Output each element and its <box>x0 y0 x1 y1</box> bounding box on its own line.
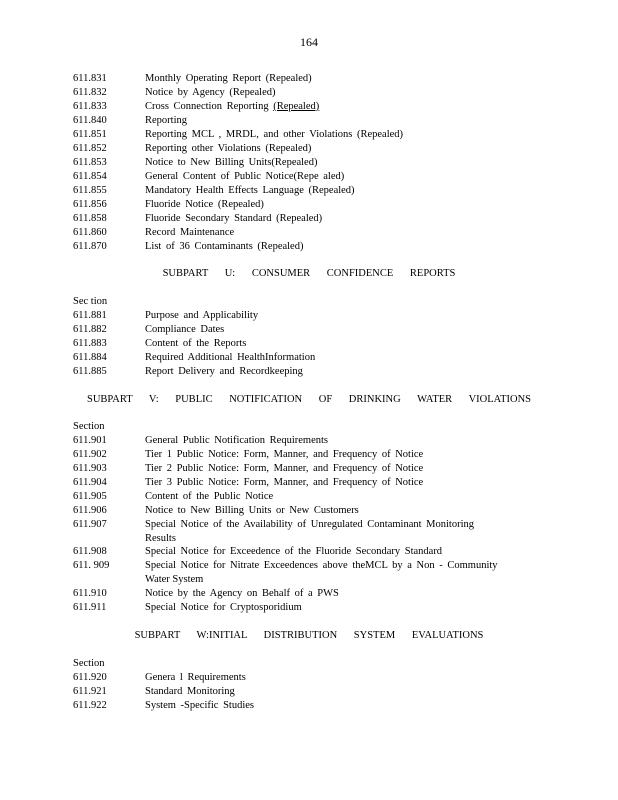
section-title: General Public Notification Requirements <box>145 435 328 446</box>
section-title: Special Notice for Exceedence of the Fluoride Secondary Standard <box>145 546 443 557</box>
section-number: 611.906 <box>73 505 107 516</box>
section-number: 611.852 <box>73 143 107 154</box>
section-label: Section <box>73 421 105 432</box>
subpart-u-heading: SUBPART U: CONSUMER CONFIDENCE REPORTS <box>162 268 456 279</box>
section-title: Genera l Requirements <box>145 672 246 683</box>
section-number: 611.870 <box>73 241 107 252</box>
section-number: 611.908 <box>73 546 107 557</box>
section-title: System -Specific Studies <box>145 700 254 711</box>
section-title: Special Notice for Nitrate Exceedences above theMCL by a Non - Community <box>145 560 498 571</box>
section-number: 611.881 <box>73 310 107 321</box>
section-number: 611.833 <box>73 101 107 112</box>
section-title: Required Additional HealthInformation <box>145 352 316 363</box>
section-number: 611.858 <box>73 213 107 224</box>
section-number: 611.853 <box>73 157 107 168</box>
section-number: 611.920 <box>73 672 107 683</box>
section-number: 611. 909 <box>73 560 110 571</box>
section-title: Reporting MCL , MRDL, and other Violations (Repealed) <box>145 129 404 140</box>
section-title: Standard Monitoring <box>145 686 235 697</box>
section-title: Notice to New Billing Units or New Customers <box>145 505 359 516</box>
section-number: 611.904 <box>73 477 107 488</box>
section-title-continuation: Water System <box>145 574 204 585</box>
section-title: Compliance Dates <box>145 324 225 335</box>
page-number: 164 <box>300 35 318 49</box>
section-title: Reporting other Violations (Repealed) <box>145 143 312 154</box>
section-number: 611.856 <box>73 199 107 210</box>
section-title <box>145 100 319 114</box>
subpart-w-heading: SUBPART W:INITIAL DISTRIBUTION SYSTEM EVALUATIONS <box>134 630 484 641</box>
section-number: 611.903 <box>73 463 107 474</box>
section-number: 611.855 <box>73 185 107 196</box>
section-number: 611.885 <box>73 366 107 377</box>
section-number: 611.910 <box>73 588 107 599</box>
section-number: 611.832 <box>73 87 107 98</box>
section-title-continuation: Results <box>145 533 176 544</box>
section-number: 611.831 <box>73 73 107 84</box>
section-title: Tier 1 Public Notice: Form, Manner, and Frequency of Notice <box>145 449 424 460</box>
section-number: 611.854 <box>73 171 107 182</box>
section-title: Tier 3 Public Notice: Form, Manner, and Frequency of Notice <box>145 477 424 488</box>
section-title: Fluoride Notice (Repealed) <box>145 199 264 210</box>
section-title: Tier 2 Public Notice: Form, Manner, and Frequency of Notice <box>145 463 424 474</box>
section-title: Reporting <box>145 115 187 126</box>
section-title: Report Delivery and Recordkeeping <box>145 366 303 377</box>
section-title: Notice by Agency (Repealed) <box>145 87 276 98</box>
section-title: Purpose and Applicability <box>145 310 259 321</box>
section-number: 611.922 <box>73 700 107 711</box>
section-title: Record Maintenance <box>145 227 235 238</box>
section-number: 611.901 <box>73 435 107 446</box>
section-title: Content of the Public Notice <box>145 491 274 502</box>
section-title: Special Notice of the Availability of Unregulated Contaminant Monitoring <box>145 519 474 530</box>
section-number: 611.921 <box>73 686 107 697</box>
section-number: 611.902 <box>73 449 107 460</box>
section-title: Notice to New Billing Units(Repealed) <box>145 157 318 168</box>
section-number: 611.907 <box>73 519 107 530</box>
section-label: Sec tion <box>73 296 108 307</box>
section-number: 611.860 <box>73 227 107 238</box>
subpart-v-heading: SUBPART V: PUBLIC NOTIFICATION OF DRINKING WATER VIOLATIONS <box>87 394 531 405</box>
section-title: List of 36 Contaminants (Repealed) <box>145 241 304 252</box>
section-number: 611.884 <box>73 352 107 363</box>
section-title: Content of the Reports <box>145 338 247 349</box>
section-title: Monthly Operating Report (Repealed) <box>145 73 312 84</box>
section-title: Fluoride Secondary Standard (Repealed) <box>145 213 323 224</box>
section-number: 611.911 <box>73 602 107 613</box>
section-title: General Content of Public Notice(Repe aled) <box>145 171 345 182</box>
section-number: 611.905 <box>73 491 107 502</box>
section-label: Section <box>73 658 105 669</box>
section-title: Mandatory Health Effects Language (Repealed) <box>145 185 355 196</box>
section-number: 611.883 <box>73 338 107 349</box>
section-number: 611.840 <box>73 115 107 126</box>
section-title: Special Notice for Cryptosporidium <box>145 602 302 613</box>
section-number: 611.851 <box>73 129 107 140</box>
section-title: Notice by the Agency on Behalf of a PWS <box>145 588 339 599</box>
underlined-repealed: (Repealed) <box>273 101 320 112</box>
section-number: 611.882 <box>73 324 107 335</box>
section-title-main: Cross Connection Reporting <box>145 101 274 112</box>
